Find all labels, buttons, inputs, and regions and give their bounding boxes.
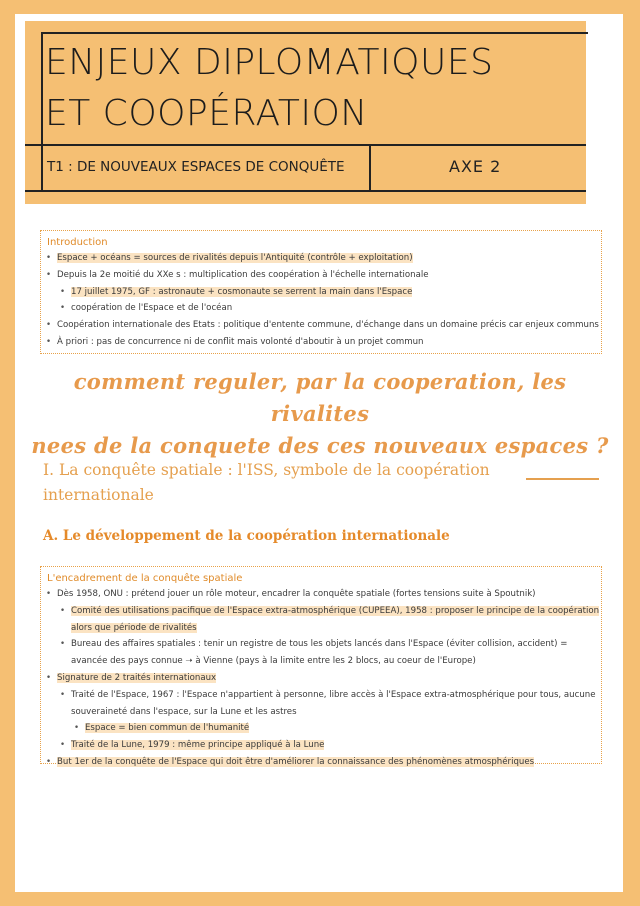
intro-box (40, 230, 602, 354)
page-title (45, 37, 565, 139)
divider (25, 190, 586, 192)
list-item: • coopération de l'Espace et de l'océan (41, 300, 601, 317)
list-item: • Dès 1958, ONU : prétend jouer un rôle moteur, encadrer la conquête spatiale (fortes tensions suite à Spoutnik) (41, 586, 601, 603)
list-item: • 17 juillet 1975, GF : astronaute + cosmonaute se serrent la main dans l'Espace (41, 284, 601, 301)
list-item: • Bureau des affaires spatiales : tenir un registre de tous les objets lancés dans l'Espace (éviter collision, accident) = avancée des pays connue ➝ à Vienne (pays à la limite entre les 2 blocs, au coeur de l'Europe) (41, 636, 601, 670)
intro-title: Introduction (47, 237, 108, 248)
title-line-1: ENJEUX DIPLOMATIQUES (45, 42, 494, 83)
list-item: • Espace = bien commun de l'humanité (41, 720, 601, 737)
list-item: • Traité de la Lune, 1979 : même principe appliqué à la Lune (41, 737, 601, 754)
divider (41, 144, 43, 192)
divider (369, 144, 371, 192)
problematique (30, 366, 610, 462)
list-item: • À priori : pas de concurrence ni de conflit mais volonté d'aboutir à un projet commun (41, 334, 601, 351)
list-item: • But 1er de la conquête de l'Espace qui doit être d'améliorer la connaissance des phénomènes atmosphériques (41, 754, 601, 771)
divider (25, 144, 586, 146)
theme-subtitle: T1 : DE NOUVEAUX ESPACES DE CONQUÊTE (47, 159, 345, 175)
encadrement-list (41, 586, 601, 771)
list-item: • Coopération internationale des Etats : politique d'entente commune, d'échange dans un domaine précis car enjeux communs (41, 317, 601, 334)
question-line-1: comment reguler, par la cooperation, les rivalites (73, 369, 567, 426)
encadrement-box (40, 566, 602, 767)
axis-label: AXE 2 (449, 157, 502, 176)
title-line-2: ET COOPÉRATION (45, 93, 368, 134)
section-heading: I. La conquête spatiale : l'ISS, symbole de la coopération internationale (43, 461, 490, 504)
list-item: • Signature de 2 traités internationaux (41, 670, 601, 687)
question-line-2: nees de la conquete des ces nouveaux espaces ? (31, 433, 609, 458)
encadrement-title: L'encadrement de la conquête spatiale (47, 573, 243, 584)
intro-list (41, 250, 601, 351)
list-item: • Traité de l'Espace, 1967 : l'Espace n'appartient à personne, libre accès à l'Espace extra-atmosphérique pour tous, aucune souveraineté dans l'espace, sur la Lune et les astres (41, 687, 601, 721)
list-item: • Espace + océans = sources de rivalités depuis l'Antiquité (contrôle + exploitation) (41, 250, 601, 267)
list-item: • Comité des utilisations pacifique de l'Espace extra-atmosphérique (CUPEEA), 1958 : proposer le principe de la coopération alors que période de rivalités (41, 603, 601, 637)
list-item: • Depuis la 2e moitié du XXe s : multiplication des coopération à l'échelle internationale (41, 267, 601, 284)
decorative-rule (526, 478, 599, 480)
header-banner (25, 21, 586, 204)
subsection-heading: A. Le développement de la coopération internationale (43, 528, 450, 544)
